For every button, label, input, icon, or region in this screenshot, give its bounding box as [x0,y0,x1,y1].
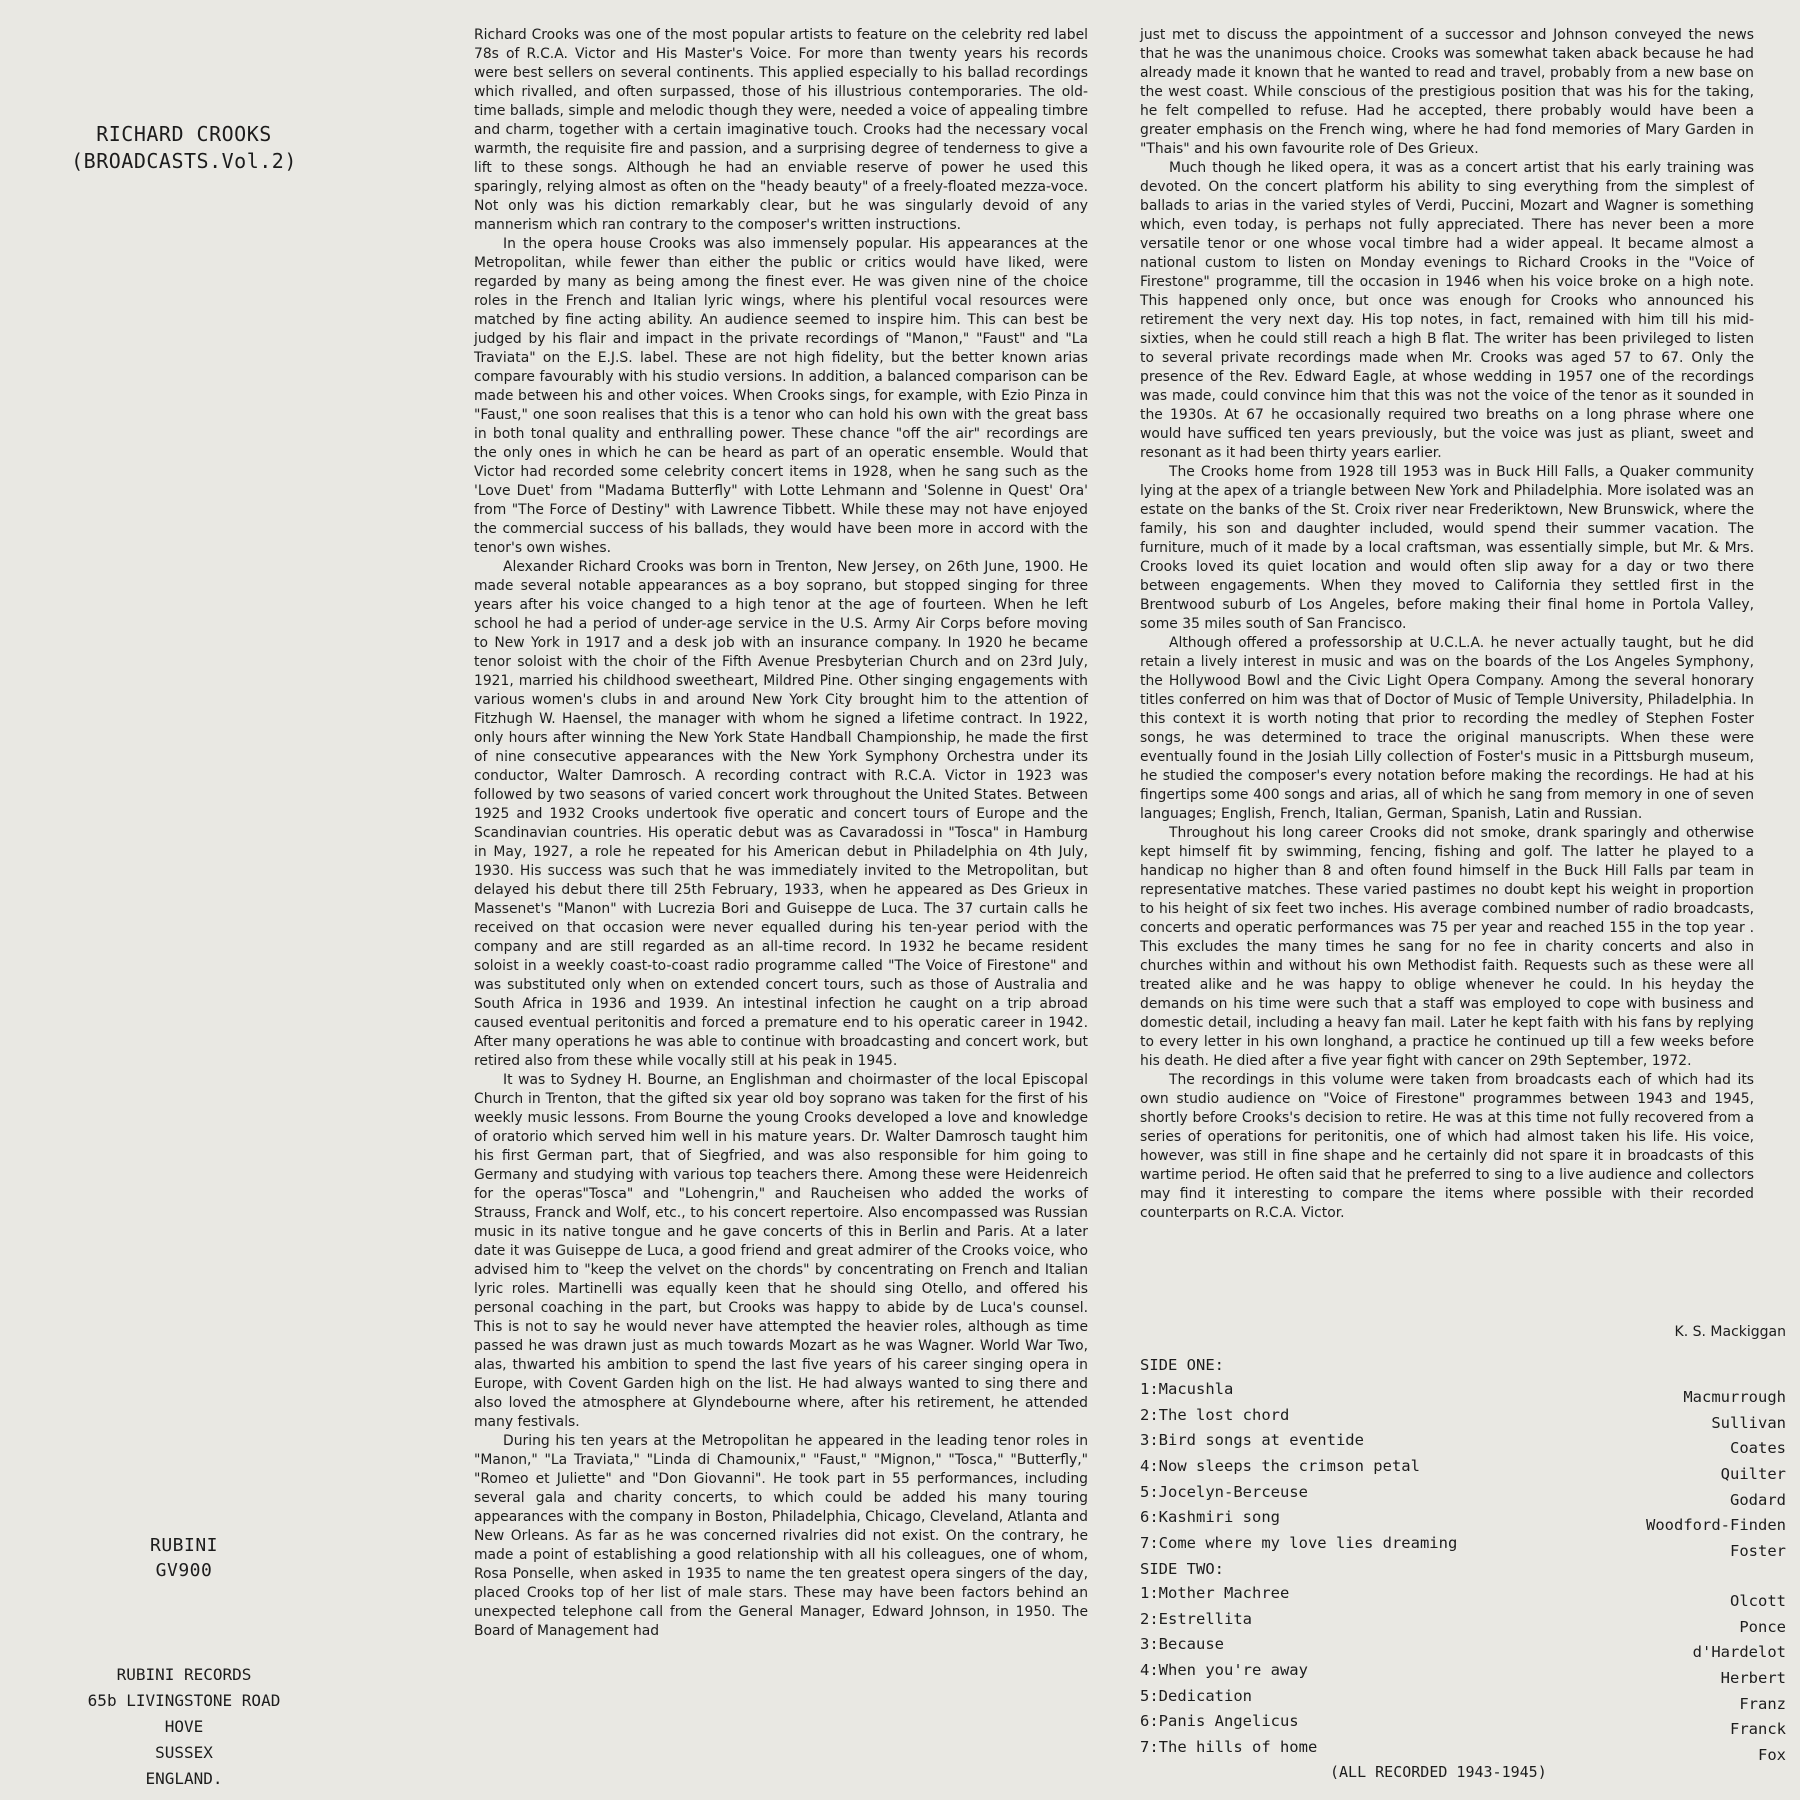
track-composer: Woodford-Finden [1646,1516,1786,1535]
side-one-heading: SIDE ONE: [1140,1356,1224,1374]
label-name: RUBINI [149,1535,219,1556]
author-signature: K. S. Mackiggan [1674,1324,1786,1340]
track-title: 5:Dedication [1140,1686,1252,1705]
side-two-heading: SIDE TWO: [1140,1559,1224,1578]
notes-paragraph: Although offered a professorship at U.C.L.A. he never actually taught, but he did retain a lively interest in music and was on the boards of the Los Angeles Symphony, the Hollywood Bowl and the Civic Light Opera Company. Among the several honorary titles conferred on him was that of Doctor of Music of Temple University, Philadelphia. In this context it is worth noting that prior to recording the medley of Stephen Foster songs, he was determined to trace the original manuscripts. When these were eventually found in the Josiah Lilly collection of Foster's music in a Pittsburgh museum, he studied the composer's every notation before making the recordings. He had at his fingertips some 400 songs and arias, all of which he sang from memory in one of seven languages; English, French, Italian, German, Spanish, Latin and Russian. [1140,635,1754,822]
track-title: 3:Bird songs at eventide [1140,1431,1364,1450]
address-line: 65b LIVINGSTONE ROAD [87,1691,281,1710]
track-composer: Fox [1758,1745,1786,1764]
track-composer: Olcott [1730,1591,1786,1610]
track-row [1140,1735,1786,1764]
address-line: ENGLAND. [145,1769,223,1788]
recording-dates-note: (ALL RECORDED 1943-1945) [1330,1763,1547,1781]
notes-paragraph: Alexander Richard Crooks was born in Trenton, New Jersey, on 26th June, 1900. He made several notable appearances as a boy soprano, but stopped singing for three years after his voice changed to a high tenor at the age of fourteen. When he left school he had a period of under-age service in the U.S. Army Air Corps before moving to New York in 1917 and a desk job with an insurance company. In 1920 he became tenor soloist with the choir of the Fifth Avenue Presbyterian Church and on 23rd July, 1921, married his childhood sweetheart, Mildred Pine. Other singing engagements with various women's clubs in and around New York City brought him to the attention of Fitzhugh W. Haensel, the manager with whom he signed a lifetime contract. In 1922, only hours after winning the New York State Handball Championship, he made the first of nine consecutive appearances with the New York Symphony Orchestra under its conductor, Walter Damrosch. A recording contract with R.C.A. Victor in 1923 was followed by two seasons of varied concert work throughout the United States. Between 1925 and 1932 Crooks undertook five operatic and concert tours of Europe and the Scandinavian countries. His operatic debut was as Cavaradossi in "Tosca" in Hamburg in May, 1927, a role he repeated for his American debut in Philadelphia on 4th July, 1930. His success was such that he was immediately invited to the Metropolitan, but delayed his debut there till 25th February, 1933, when he appeared as Des Grieux in Massenet's "Manon" with Lucrezia Bori and Guiseppe de Luca. The 37 curtain calls he received on that occasion were never equalled during his ten-year period with the company and are still regarded as an all-time record. In 1932 he became resident soloist in a weekly coast-to-coast radio programme called "The Voice of Firestone" and was substituted only when on extended concert tours, such as those of Australia and South Africa in 1936 and 1939. An intestinal infection he caught on a trip abroad caused eventual peritonitis and forced a premature end to his operatic career in 1942. After many operations he was able to continue with broadcasting and concert work, but retired also from these while vocally still at his peak in 1945. [474,559,1088,1069]
track-row [1140,1531,1786,1561]
album-subtitle: (BROADCASTS.Vol.2) [71,149,297,173]
left-sidebar [0,0,440,1800]
notes-paragraph: Richard Crooks was one of the most popular artists to feature on the celebrity red label 78s of R.C.A. Victor and His Master's Voice. For more than twenty years his records were best sellers on several continents. This applied especially to his ballad recordings which rivalled, and often surpassed, those of his illustrious contemporaries. The old-time ballads, simple and melodic though they were, needed a voice of appealing timbre and charm, together with a certain imaginative touch. Crooks had the necessary vocal warmth, the requisite fire and passion, and a surprising degree of tenderness to give a lift to these songs. Although he had an enviable reserve of power he used this sparingly, relying almost as often on the "heady beauty" of a freely-floated mezza-voce. Not only was his diction remarkably clear, but he was singularly devoid of any mannerism which ran contrary to the composer's written instructions. [474,27,1088,233]
track-title: 7:Come where my love lies dreaming [1140,1534,1458,1553]
catalog-info [110,1533,258,1583]
track-composer: Macmurrough [1683,1388,1786,1406]
track-row [1140,1632,1786,1662]
track-title: 2:The lost chord [1140,1405,1290,1424]
track-row [1140,1454,1786,1484]
track-row [1140,1403,1786,1432]
track-composer: d'Hardelot [1692,1643,1786,1662]
track-row [1140,1428,1786,1458]
track-composer: Foster [1730,1542,1786,1561]
publisher-address [48,1662,320,1792]
track-row [1140,1377,1786,1406]
catalog-number: GV900 [155,1560,213,1581]
track-title: 7:The hills of home [1140,1737,1318,1756]
track-title: 4:Now sleeps the crimson petal [1140,1457,1420,1476]
track-title: 6:Kashmiri song [1140,1508,1280,1527]
track-title: 5:Jocelyn-Berceuse [1140,1482,1308,1501]
address-line: SUSSEX [155,1743,213,1762]
address-line: RUBINI RECORDS [116,1665,252,1684]
notes-paragraph: It was to Sydney H. Bourne, an Englishman and choirmaster of the local Episcopal Church in Trenton, that the gifted six year old boy soprano was taken for the first of his weekly music lessons. From Bourne the young Crooks developed a love and knowledge of oratorio which served him well in his mature years. Dr. Walter Damrosch taught him his first German part, that of Siegfried, and was also responsible for him going to Germany and studying with various top teachers there. Among these were Heidenreich for the operas"Tosca" and "Lohengrin," and Raucheisen who added the works of Strauss, Franck and Wolf, etc., to his concert repertoire. Also encompassed was Russian music in its native tongue and he gave concerts of this in Berlin and Paris. At a later date it was Guiseppe de Luca, a good friend and great admirer of the Crooks voice, who advised him to "keep the velvet on the chords" by concentrating on French and Italian lyric roles. Martinelli was equally keen that he should sing Otello, and offered his personal coaching in the part, but Crooks was happy to abide by de Luca's counsel. This is not to say he would never have attempted the heavier roles, although as time passed he was drawn just as much towards Mozart as he was Wagner. World War Two, alas, thwarted his ambition to spend the last five years of his career singing opera in Europe, with Covent Garden high on the list. He had always wanted to sing there and also loved the atmosphere at Glyndebourne where, after his retirement, he attended many festivals. [474,1072,1088,1430]
track-composer: Quilter [1720,1465,1786,1484]
notes-paragraph: In the opera house Crooks was also immensely popular. His appearances at the Metropolitan, while fewer than either the public or critics would have liked, were regarded by many as being among the finest ever. He was given nine of the choice roles in the French and Italian lyric wings, where his plentiful vocal resources were matched by fine acting ability. An audience seemed to inspire him. This can best be judged by his flair and impact in the private recordings of "Manon," "Faust" and "La Traviata" on the E.J.S. label. These are not high fidelity, but the better known arias compare favourably with his studio versions. In addition, a balanced comparison can be made between his and other voices. When Crooks sings, for example, with Ezio Pinza in "Faust," one soon realises that this is a tenor who can hold his own with the great bass in both tonal quality and enthralling power. These chance "off the air" recordings are the only ones in which he can be heard as part of an operatic ensemble. Would that Victor had recorded some celebrity concert items in 1928, when he sang such as the 'Love Duet' from "Madama Butterfly" with Lotte Lehmann and 'Solenne in Quest' Ora' from "The Force of Destiny" with Lawrence Tibbett. While these may not have enjoyed the commercial success of his ballads, they would have been more in accord with the tenor's own wishes. [474,236,1088,556]
track-title: 6:Panis Angelicus [1140,1712,1299,1731]
track-composer: Coates [1730,1439,1786,1458]
artist-name: RICHARD CROOKS [96,122,272,146]
track-title: 2:Estrellita [1140,1609,1252,1628]
track-composer: Godard [1730,1490,1786,1509]
track-title: 1:Macushla [1140,1380,1234,1398]
notes-paragraph: The Crooks home from 1928 till 1953 was in Buck Hill Falls, a Quaker community lying at the apex of a triangle between New York and Philadelphia. More isolated was an estate on the banks of the St. Croix river near Frederiktown, New Brunswick, where the family, his son and daughter included, would spend their summer vacation. The furniture, much of it made by a local craftsman, was essentially simple, but Mr. & Mrs. Crooks loved its quiet location and would often slip away for a day or two there between engagements. When they moved to California they settled first in the Brentwood suburb of Los Angeles, before making their final home in Portola Valley, some 35 miles south of San Francisco. [1140,464,1754,632]
track-composer: Herbert [1720,1668,1786,1687]
track-row [1140,1658,1786,1687]
notes-paragraph: Much though he liked opera, it was as a concert artist that his early training was devoted. On the concert platform his ability to sing everything from the simplest of ballads to arias in the varied styles of Verdi, Puccini, Mozart and Wagner is something which, even today, is perhaps not fully appreciated. There has never been a more versatile tenor or one whose vocal timbre had a wider appeal. It became almost a national custom to listen on Monday evenings to Richard Crooks in the "Voice of Firestone" programme, till the occasion in 1946 when his voice broke on a high note. This happened only once, but once was enough for Crooks who announced his retirement the very next day. His top notes, in fact, remained with him till his mid-sixties, when he could still reach a high B flat. The writer has been privileged to listen to several private recordings made when Mr. Crooks was aged 57 to 67. Only the presence of the Rev. Edward Eagle, at whose wedding in 1957 one of the recordings was made, could convince him that this was not the voice of the tenor as it sounded in the 1930s. At 67 he occasionally required two breaths on a long phrase where one would have sufficed ten years previously, but the voice was just as pliant, sweet and resonant as it had been thirty years earlier. [1140,160,1754,461]
track-composer: Sullivan [1711,1413,1786,1432]
liner-notes-column-1 [474,26,1088,1786]
track-composer: Franz [1739,1694,1786,1713]
notes-paragraph: The recordings in this volume were taken from broadcasts each of which had its own studio audience on "Voice of Firestone" programmes between 1943 and 1945, shortly before Crooks's decision to retire. He was at this time not fully recovered from a series of operations for peritonitis, one of which had almost taken his life. His voice, however, was still in fine shape and he certainly did not spare it in broadcasts of this wartime period. He often said that he preferred to sing to a live audience and collectors may find it interesting to compare the items where possible with their recorded counterparts on R.C.A. Victor. [1140,1072,1754,1221]
track-row [1140,1505,1786,1535]
track-title: 4:When you're away [1140,1660,1308,1679]
track-row [1140,1607,1786,1636]
album-title [40,121,328,175]
notes-paragraph: During his ten years at the Metropolitan he appeared in the leading tenor roles in "Manon," "La Traviata," "Linda di Chamounix," "Faust," "Mignon," "Tosca," "Butterfly," "Romeo et Juliette" and "Don Giovanni". He took part in 55 performances, including several gala and charity concerts, to which could be added his many touring appearances with the company in Boston, Philadelphia, Chicago, Cleveland, Atlanta and New Orleans. As far as he was concerned rivalries did not exist. On the contrary, he made a point of establishing a good relationship with all his colleagues, one of whom, Rosa Ponselle, when asked in 1935 to name the ten greatest opera singers of the day, placed Crooks top of her list of male stars. These may have been factors behind an unexpected telephone call from the General Manager, Edward Johnson, in 1950. The Board of Management had [474,1433,1088,1639]
track-composer: Franck [1730,1720,1786,1739]
track-row [1140,1709,1786,1739]
track-title: 3:Because [1140,1635,1224,1654]
liner-notes-column-2 [1140,26,1754,1316]
track-title: 1:Mother Machree [1140,1583,1290,1602]
track-row [1140,1581,1786,1610]
notes-paragraph: Throughout his long career Crooks did not smoke, drank sparingly and otherwise kept himself fit by swimming, fencing, fishing and golf. The latter he played to a handicap no higher than 8 and often found himself in the Buck Hill Falls par team in representative matches. These varied pastimes no doubt kept his weight in proportion to his height of six feet two inches. His average combined number of radio broadcasts, concerts and operatic performances was 75 per year and reached 155 in the top year . This excludes the many times he sang for no fee in charity concerts and also in churches within and without his own Methodist faith. Requests such as these were all treated alike and he was happy to oblige whenever he could. In his heyday the demands on his time were such that a staff was employed to cope with business and domestic detail, including a heavy fan mail. Later he kept faith with his fans by replying to every letter in his own longhand, a practice he continued up till a few weeks before his death. He died after a five year fight with cancer on 29th September, 1972. [1140,825,1754,1069]
tracklist [1140,1353,1786,1764]
track-row [1140,1684,1786,1713]
address-line: HOVE [164,1717,204,1736]
track-row [1140,1480,1786,1509]
notes-paragraph: just met to discuss the appointment of a successor and Johnson conveyed the news that he was the unanimous choice. Crooks was somewhat taken aback because he had already made it known that he wanted to read and travel, probably from a new base on the west coast. While conscious of the prestigious position that was his for the taking, he felt compelled to refuse. Had he accepted, there probably would have been a greater emphasis on the French wing, where he had fond memories of Mary Garden in "Thais" and his own favourite role of Des Grieux. [1140,27,1754,157]
track-composer: Ponce [1739,1617,1786,1636]
